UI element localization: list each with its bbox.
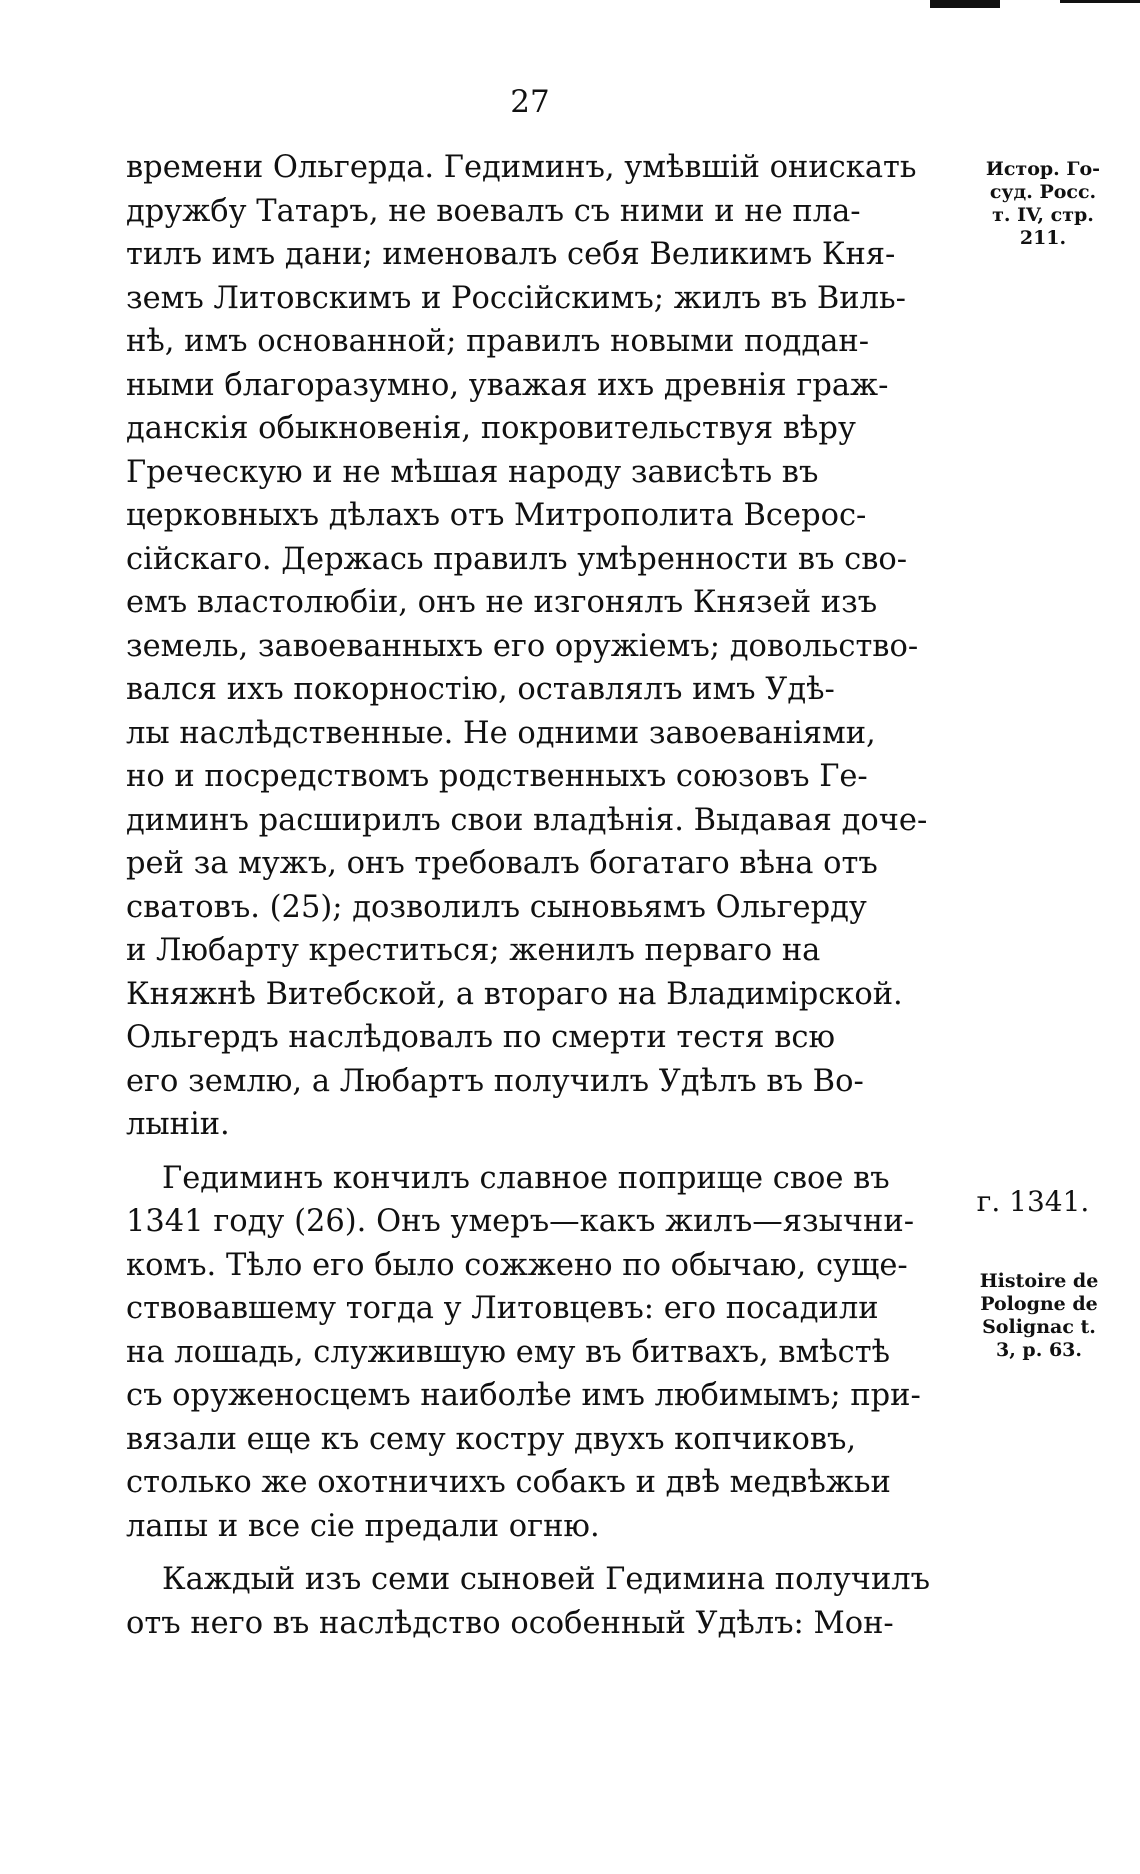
paragraph-3 (126, 1558, 936, 1645)
margin-note-line: т. IV, стр. (992, 204, 1094, 226)
text-line: рей за мужъ, онъ требовалъ богатаго вѣна отъ (126, 846, 878, 881)
margin-note-line: Истор. Го- (985, 158, 1101, 180)
text-line: сійскаго. Держась правилъ умѣренности въ сво- (126, 541, 908, 577)
text-line: дружбу Татаръ, не воевалъ съ ними и не пла- (126, 193, 861, 229)
text-line: Ольгердъ наслѣдовалъ по смерти тестя всю (126, 1020, 836, 1055)
text-line: его землю, а Любартъ получилъ Удѣлъ въ Во- (126, 1063, 864, 1099)
margin-note-line: 211. (1019, 227, 1067, 249)
margin-note-history (948, 158, 1138, 250)
margin-note-line: Solignac t. (982, 1316, 1096, 1338)
text-line: емъ властолюбіи, онъ не изгонялъ Князей изъ (126, 585, 878, 620)
text-line: лы наслѣдственные. Не одними завоеваніями, (126, 715, 876, 751)
text-line: Княжнѣ Витебской, а втораго на Владимірской. (126, 976, 903, 1012)
text-line: земъ Литовскимъ и Россійскимъ; жилъ въ Виль- (126, 280, 906, 316)
text-line: данскія обыкновенія, покровительствуя вѣру (126, 411, 856, 446)
text-line: вался ихъ покорностію, оставлялъ имъ Удѣ- (126, 672, 835, 707)
text-line: Греческую и не мѣшая народу зависѣть въ (126, 454, 819, 490)
margin-note-line: г. 1341. (976, 1185, 1090, 1218)
main-text (126, 146, 936, 1645)
text-line: лапы и все сіе предали огню. (126, 1508, 600, 1544)
text-line: церковныхъ дѣлахъ отъ Митрополита Всерос- (126, 498, 867, 533)
text-line: Гедиминъ кончилъ славное поприще свое въ (162, 1160, 890, 1196)
text-line: и Любарту креститься; женилъ перваго на (126, 933, 821, 968)
margin-note-year (938, 1185, 1128, 1219)
paragraph-gap (126, 1147, 936, 1157)
page-number: 27 (510, 84, 550, 120)
margin-note-line: суд. Росс. (989, 181, 1097, 203)
margin-note-line: Pologne de (980, 1293, 1098, 1315)
text-line: ствовавшему тогда у Литовцевъ: его посадили (126, 1291, 879, 1326)
margin-note-line: 3, p. 63. (995, 1339, 1083, 1361)
text-line: комъ. Тѣло его было сожжено по обычаю, суще- (126, 1247, 908, 1283)
text-line: земель, завоеванныхъ его оружіемъ; довольство- (126, 628, 919, 664)
scan-smudge (930, 0, 1000, 8)
text-line: на лошадь, служившую ему въ битвахъ, вмѣстѣ (126, 1334, 891, 1370)
text-line: вязали еще къ сему костру двухъ копчиковъ, (126, 1421, 857, 1457)
scan-smudge (1060, 0, 1140, 3)
text-line: диминъ расширилъ свои владѣнія. Выдавая доче- (126, 802, 928, 838)
text-line: тилъ имъ дани; именовалъ себя Великимъ Кня- (126, 237, 896, 272)
text-line: Каждый изъ семи сыновей Гедимина получилъ (162, 1562, 931, 1597)
paragraph-1 (126, 146, 936, 1147)
text-line: 1341 году (26). Онъ умеръ—какъ жилъ—язычни- (126, 1204, 915, 1239)
text-line: сватовъ. (25); дозволилъ сыновьямъ Ольгерду (126, 889, 867, 925)
text-line: ными благоразумно, уважая ихъ древнія граж- (126, 367, 889, 403)
text-line: столько же охотничихъ собакъ и двѣ медвѣжьи (126, 1465, 891, 1500)
text-line: отъ него въ наслѣдство особенный Удѣлъ: Мон- (126, 1605, 894, 1641)
text-line: съ оруженосцемъ наиболѣе имъ любимымъ; при- (126, 1378, 921, 1413)
text-line: но и посредствомъ родственныхъ союзовъ Ге- (126, 759, 868, 794)
paragraph-2 (126, 1157, 936, 1549)
paragraph-gap (126, 1548, 936, 1558)
text-line: нѣ, имъ основанной; правилъ новыми поддан- (126, 324, 870, 359)
text-line: лыніи. (126, 1107, 230, 1142)
text-line: времени Ольгерда. Гедиминъ, умѣвшій онискать (126, 150, 917, 185)
margin-note-line: Histoire de (979, 1270, 1099, 1292)
margin-note-reference (944, 1270, 1134, 1362)
